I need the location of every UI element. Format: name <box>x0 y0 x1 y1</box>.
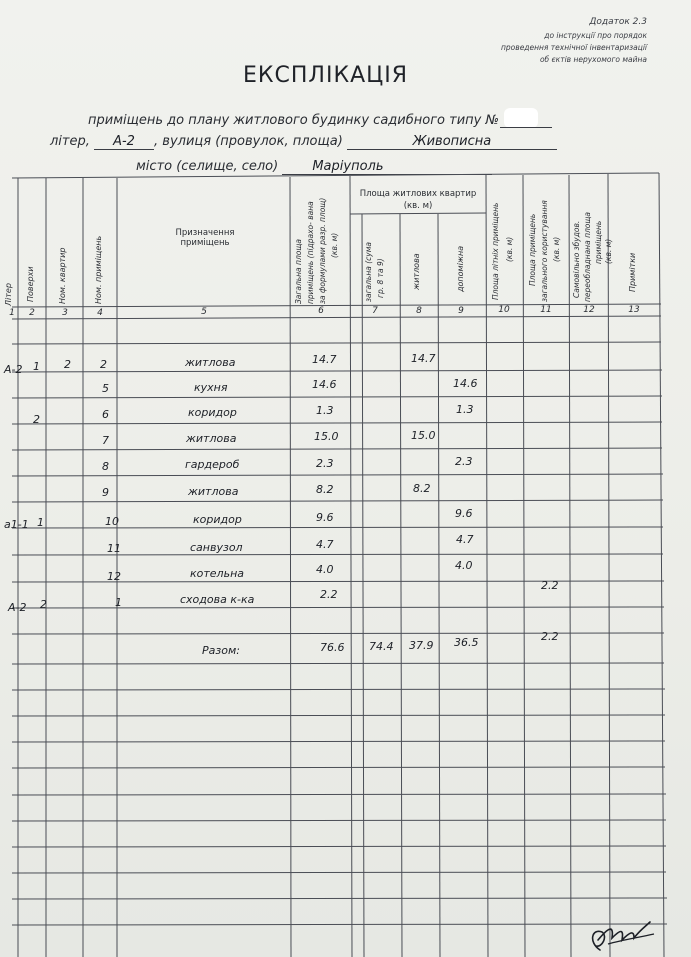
cell-room: 11 <box>107 542 121 555</box>
column-number: 11 <box>540 305 552 315</box>
header-purpose: Призначення приміщень <box>175 228 235 248</box>
column-number: 12 <box>583 305 595 315</box>
cell-total: 9.6 <box>316 511 334 524</box>
cell-room: 1 <box>115 596 122 609</box>
cell-purpose: житлова <box>185 356 236 369</box>
cell-total: 8.2 <box>316 483 334 496</box>
header-total-area-a: Загальна площа <box>294 239 303 304</box>
header-unauthorized-c: приміщень <box>594 220 603 264</box>
street-value: Живописна <box>347 134 557 150</box>
plan-line: приміщень до плану житлового будинку садибного типу № <box>88 113 499 128</box>
column-number: 6 <box>318 306 324 316</box>
cell-purpose: санвузол <box>190 541 243 554</box>
column-number: 7 <box>372 306 378 316</box>
cell-room: 6 <box>102 408 109 421</box>
cell-floor: 1 <box>33 360 40 373</box>
cell-common: 2.2 <box>541 579 559 592</box>
header-living-group: Площа житлових квартир (кв. м) <box>359 189 477 211</box>
column-number: 13 <box>628 305 640 315</box>
header-common-area-a: Площа приміщень <box>528 213 537 286</box>
header-common-area-c: (кв. м) <box>552 236 561 262</box>
cell-floor: 1 <box>37 516 44 529</box>
cell-purpose: сходова к-ка <box>180 593 255 606</box>
cell-room: 12 <box>107 570 121 583</box>
cell-litera: а1-1 <box>4 518 29 531</box>
column-number: 2 <box>29 308 35 318</box>
header-sum-b: гр. 8 та 9) <box>376 258 385 298</box>
signature-icon <box>578 910 658 954</box>
header-apartment-no: Ном. квартир <box>58 247 67 304</box>
column-number: 10 <box>498 305 510 315</box>
cell-auxiliary: 14.6 <box>453 377 478 390</box>
city-line: місто (селище, село) Маріуполь <box>136 159 492 175</box>
column-number: 5 <box>201 307 207 317</box>
header-sum-a: загальна (сума <box>364 242 373 302</box>
header-unauthorized-d: (кв. м) <box>604 238 613 264</box>
header-litera: Літер <box>4 283 13 306</box>
cell-floor: 2 <box>40 598 47 611</box>
address-line: літер, А-2 , вулиця (провулок, площа) Живописна <box>50 134 557 150</box>
cell-total: 15.0 <box>314 430 339 443</box>
cell-auxiliary: 4.0 <box>455 559 473 572</box>
header-summer-area-a: Площа літніх приміщень <box>491 202 500 300</box>
header-unauthorized-b: переобладнана площа <box>583 211 592 302</box>
header-auxiliary: допоміжна <box>456 245 465 292</box>
cell-purpose: коридор <box>193 513 242 526</box>
header-total-area-d: (кв. м) <box>330 232 339 258</box>
column-number: 1 <box>9 308 15 318</box>
cell-living: 15.0 <box>411 429 436 442</box>
city-value: Маріуполь <box>282 159 492 175</box>
cell-auxiliary: 2.3 <box>455 455 473 468</box>
cell-litera: А-2 <box>8 601 27 614</box>
cell-purpose: житлова <box>188 485 239 498</box>
header-unauthorized-a: Самовільно збудов. <box>572 220 581 298</box>
cell-purpose: житлова <box>186 432 237 445</box>
cell-apartment: 2 <box>64 358 71 371</box>
header-living: житлова <box>412 253 421 290</box>
cell-room: 8 <box>102 460 109 473</box>
column-number: 8 <box>416 306 422 316</box>
cell-room: 5 <box>102 382 109 395</box>
column-number: 3 <box>62 308 68 318</box>
cell-total: 14.6 <box>312 378 337 391</box>
header-total-area-c: за формулами разр. площ) <box>318 197 327 304</box>
column-number: 9 <box>458 306 464 316</box>
total-area: 76.6 <box>320 641 345 654</box>
cell-total: 2.2 <box>320 588 338 601</box>
header-summer-area-b: (кв. м) <box>505 236 514 262</box>
header-total-area-b: приміщень (підрахо- вана <box>306 201 315 304</box>
cell-total: 2.3 <box>316 457 334 470</box>
cell-total: 14.7 <box>312 353 337 366</box>
cell-room: 2 <box>100 358 107 371</box>
header-common-area-b: загального користування <box>540 200 549 302</box>
cell-room: 10 <box>105 515 119 528</box>
cell-auxiliary: 1.3 <box>456 403 474 416</box>
total-living: 37.9 <box>409 639 434 652</box>
appendix-label: Додаток 2.3 <box>589 17 647 27</box>
cell-floor: 2 <box>33 413 40 426</box>
cell-auxiliary: 9.6 <box>455 507 473 520</box>
cell-purpose: кухня <box>194 381 228 394</box>
cell-living: 14.7 <box>411 352 436 365</box>
cell-purpose: гардероб <box>185 458 240 471</box>
cell-living: 8.2 <box>413 482 431 495</box>
total-auxiliary: 36.5 <box>454 636 479 649</box>
header-notes: Примітки <box>628 252 637 292</box>
total-sum: 74.4 <box>369 640 394 653</box>
cell-auxiliary: 4.7 <box>456 533 474 546</box>
cell-purpose: коридор <box>188 406 237 419</box>
instruction-note: до інструкції про порядок проведення технічної інвентаризації об єктів нерухомого майна <box>501 31 647 64</box>
cell-room: 9 <box>102 486 109 499</box>
header-floors: Поверхи <box>26 266 35 302</box>
total-common: 2.2 <box>541 630 559 643</box>
cell-room: 7 <box>102 434 109 447</box>
litera-value: А-2 <box>94 134 154 150</box>
document-title: ЕКСПЛІКАЦІЯ <box>243 63 408 88</box>
cell-litera: А-2 <box>4 363 23 376</box>
cell-total: 1.3 <box>316 404 334 417</box>
total-label: Разом: <box>202 644 240 657</box>
header-room-no: Ном. приміщень <box>94 235 103 304</box>
cell-total: 4.7 <box>316 538 334 551</box>
cell-total: 4.0 <box>316 563 334 576</box>
column-number: 4 <box>97 308 103 318</box>
cell-purpose: котельна <box>190 567 244 580</box>
